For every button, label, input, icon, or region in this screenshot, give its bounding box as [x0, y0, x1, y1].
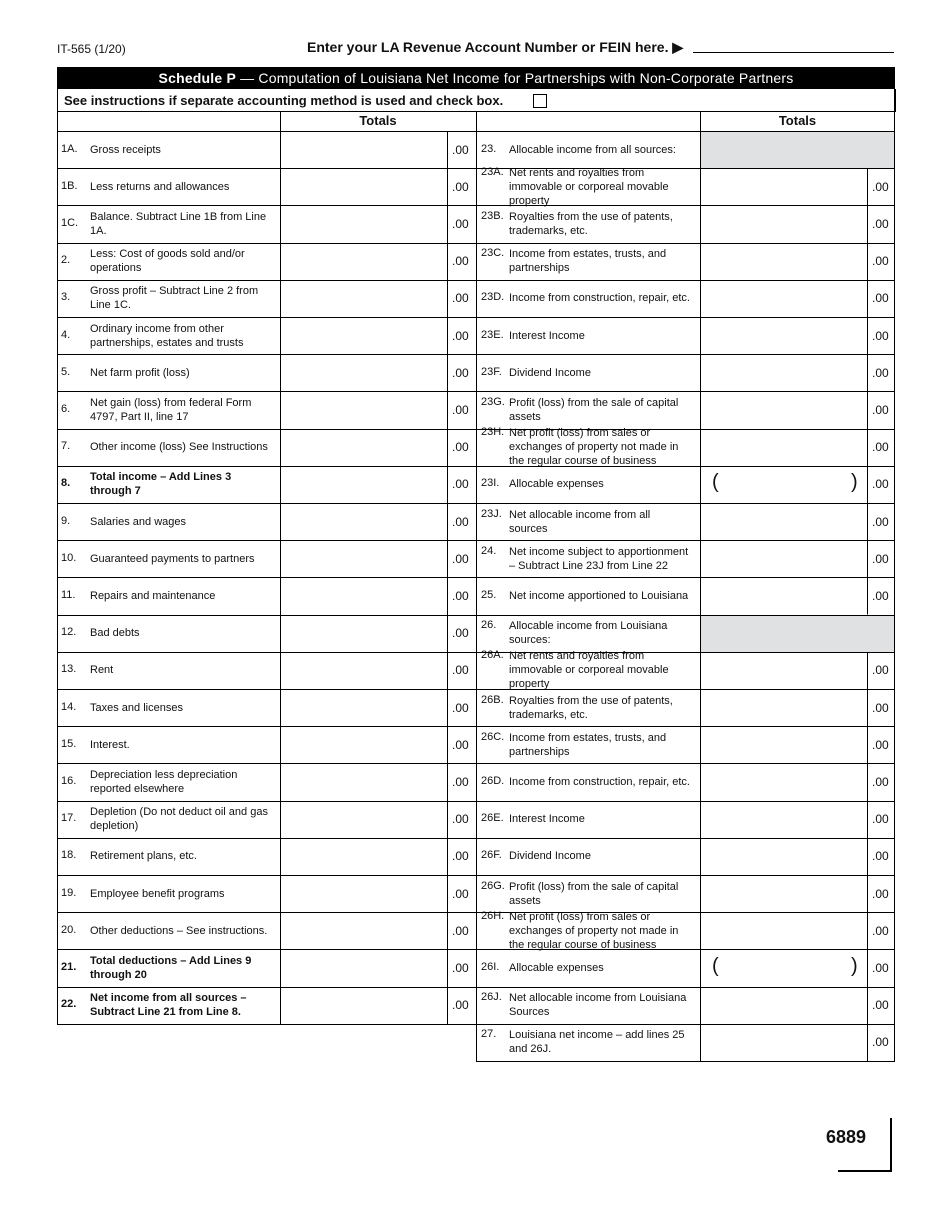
cents-label: .00: [872, 998, 889, 1013]
cents-label: .00: [872, 737, 889, 752]
amount-field[interactable]: [701, 467, 866, 502]
line-description: Total deductions – Add Lines 9 through 20: [90, 955, 252, 981]
cents-label: .00: [872, 328, 889, 343]
line-description: Net profit (loss) from sales or exchanges of property not made in the regular course of business: [509, 910, 679, 951]
line-number: 6.: [61, 403, 71, 415]
line-description: Allocable income from Louisiana sources:: [509, 620, 668, 647]
line-number: 16.: [61, 775, 77, 787]
line-description: Net income apportioned to Louisiana: [509, 590, 689, 602]
line-number: 21.: [61, 961, 77, 973]
cents-label: .00: [452, 365, 469, 380]
line-number: 23F.: [481, 365, 502, 378]
line-number: 11.: [61, 589, 76, 601]
line-description: Net rents and royalties from immovable or corporeal movable property: [509, 650, 669, 691]
amount-field[interactable]: [281, 988, 446, 1023]
cents-label: .00: [872, 812, 889, 827]
line-description: Repairs and maintenance: [90, 590, 216, 602]
amount-field[interactable]: [701, 839, 866, 874]
line-description: Net income from all sources – Subtract Line 21 from Line 8.: [90, 992, 247, 1019]
amount-field[interactable]: [701, 690, 866, 725]
line-description: Retirement plans, etc.: [90, 850, 197, 863]
line-number: 2.: [61, 254, 71, 267]
amount-field[interactable]: [281, 876, 446, 911]
line-description: Dividend Income: [509, 850, 591, 863]
cents-label: .00: [872, 775, 889, 789]
line-description: Balance. Subtract Line 1B from Line 1A.: [90, 211, 267, 237]
right-totals-header: Totals: [778, 113, 817, 128]
line-description: Net profit (loss) from sales or exchanges of property not made in the regular course of business: [509, 427, 679, 468]
left-totals-header: Totals: [359, 113, 397, 128]
cents-label: .00: [872, 514, 889, 529]
amount-field[interactable]: [281, 950, 446, 985]
amount-field[interactable]: [281, 281, 446, 316]
line-number: 15.: [61, 737, 77, 750]
line-description: Ordinary income from other partnerships, estates and trusts: [90, 322, 244, 349]
cents-label: .00: [872, 477, 889, 492]
line-number: 18.: [61, 849, 77, 862]
cents-label: .00: [452, 589, 469, 603]
separate-accounting-instruction: See instructions if separate accounting method is used and check box.: [64, 93, 504, 108]
line-number: 26H.: [481, 909, 505, 922]
line-description: Royalties from the use of patents, trademarks, etc.: [509, 694, 673, 721]
line-description: Income from estates, trusts, and partnerships: [509, 731, 667, 758]
line-description: Royalties from the use of patents, trademarks, etc.: [509, 211, 673, 237]
cents-label: .00: [452, 737, 469, 752]
cents-label: .00: [452, 923, 469, 938]
line-number: 26E.: [481, 812, 504, 825]
cents-label: .00: [872, 551, 889, 566]
amount-field[interactable]: [701, 913, 866, 948]
amount-field[interactable]: [281, 802, 446, 837]
amount-field[interactable]: [701, 653, 866, 688]
line-number: 1C.: [61, 217, 79, 229]
schedule-name: Schedule P: [158, 70, 237, 86]
line-number: 25.: [481, 589, 497, 601]
amount-field[interactable]: [281, 690, 446, 725]
amount-field[interactable]: [701, 988, 866, 1023]
amount-field[interactable]: [701, 764, 866, 799]
line-number: 23E.: [481, 328, 504, 341]
cents-label: .00: [452, 626, 469, 641]
amount-field[interactable]: [701, 355, 866, 390]
line-description: Income from construction, repair, etc.: [509, 292, 690, 305]
cents-label: .00: [872, 365, 889, 380]
line-number: 17.: [61, 812, 77, 825]
amount-field[interactable]: [281, 318, 446, 353]
amount-field[interactable]: [701, 169, 866, 204]
cents-label: .00: [452, 775, 469, 789]
cents-label: .00: [452, 998, 469, 1013]
amount-field[interactable]: [281, 244, 446, 279]
line-number: 23D.: [481, 291, 505, 304]
cents-label: .00: [452, 849, 469, 864]
schedule-banner: [57, 67, 895, 89]
line-number: 20.: [61, 923, 77, 936]
amount-field[interactable]: [281, 392, 446, 427]
amount-field[interactable]: [281, 913, 446, 948]
cents-label: .00: [452, 328, 469, 343]
line-number: 26.: [481, 619, 497, 632]
cents-label: .00: [452, 291, 469, 306]
line-description: Interest.: [90, 738, 130, 751]
open-parenthesis: (: [712, 955, 719, 977]
amount-field[interactable]: [281, 206, 446, 241]
line-number: 27.: [481, 1028, 497, 1041]
line-description: Less returns and allowances: [90, 180, 230, 193]
line-number: 23B.: [481, 210, 504, 222]
cents-label: .00: [872, 403, 889, 417]
amount-field[interactable]: [281, 653, 446, 688]
line-number: 26J.: [481, 991, 502, 1004]
line-number: 23H.: [481, 426, 505, 439]
amount-field[interactable]: [701, 318, 866, 353]
line-number: 23.: [481, 142, 497, 155]
cents-label: .00: [872, 849, 889, 864]
line-description: Net farm profit (loss): [90, 366, 190, 379]
cents-label: .00: [452, 142, 469, 157]
line-description: Profit (loss) from the sale of capital assets: [509, 880, 679, 907]
line-number: 5.: [61, 365, 71, 378]
line-number: 26A.: [481, 649, 504, 662]
page-number: 6889: [826, 1127, 867, 1147]
line-number: 26C.: [481, 730, 505, 743]
line-number: 26I.: [481, 961, 500, 973]
amount-field[interactable]: [701, 281, 866, 316]
cents-label: .00: [452, 961, 469, 975]
amount-field[interactable]: [281, 578, 446, 613]
line-number: 19.: [61, 886, 77, 899]
cents-label: .00: [872, 589, 889, 603]
cents-label: .00: [872, 254, 889, 269]
form-id: IT-565 (1/20): [57, 42, 126, 56]
amount-field[interactable]: [281, 355, 446, 390]
separate-accounting-row: [57, 89, 896, 112]
line-description: Louisiana net income – add lines 25 and 26J.: [509, 1029, 685, 1056]
line-number: 1B.: [61, 179, 78, 192]
line-number: 13.: [61, 663, 77, 676]
cents-label: .00: [452, 812, 469, 827]
line-description: Interest Income: [509, 329, 585, 342]
line-description: Income from construction, repair, etc.: [509, 776, 690, 788]
line-description: Profit (loss) from the sale of capital assets: [509, 397, 679, 423]
cents-label: .00: [452, 440, 469, 455]
account-number-field[interactable]: [693, 52, 894, 53]
close-parenthesis: ): [851, 471, 858, 494]
separate-accounting-checkbox[interactable]: [533, 94, 547, 108]
amount-field[interactable]: [281, 616, 446, 651]
line-description: Allocable expenses: [509, 962, 604, 974]
cents-label: .00: [872, 440, 889, 455]
line-number: 10.: [61, 551, 77, 564]
line-number: 22.: [61, 998, 77, 1011]
amount-field[interactable]: [701, 541, 866, 576]
cents-label: .00: [452, 217, 469, 231]
line-description: Taxes and licenses: [90, 701, 183, 714]
amount-field[interactable]: [281, 169, 446, 204]
line-description: Net allocable income from Louisiana Sources: [509, 992, 687, 1019]
amount-field[interactable]: [701, 578, 866, 613]
schedule-title: — Computation of Louisiana Net Income for Partnerships with Non-Corporate Partners: [236, 70, 794, 86]
line-number: 7.: [61, 440, 71, 453]
amount-field[interactable]: [701, 950, 866, 985]
line-number: 23G.: [481, 396, 505, 408]
cents-label: .00: [872, 217, 889, 231]
cents-label: .00: [452, 551, 469, 566]
open-parenthesis: (: [712, 471, 719, 494]
line-description: Other deductions – See instructions.: [90, 924, 268, 937]
amount-field[interactable]: [281, 504, 446, 539]
line-description: Dividend Income: [509, 366, 591, 379]
cents-label: .00: [452, 514, 469, 529]
amount-field[interactable]: [701, 727, 866, 762]
line-description: Gross receipts: [90, 143, 161, 156]
line-number: 14.: [61, 700, 77, 713]
line-description: Net gain (loss) from federal Form 4797, Part II, line 17: [90, 397, 252, 423]
cents-label: .00: [452, 700, 469, 715]
amount-field[interactable]: [701, 1025, 866, 1060]
line-description: Gross profit – Subtract Line 2 from Line 1C.: [90, 285, 259, 312]
line-description: Less: Cost of goods sold and/or operations: [90, 248, 245, 275]
cents-label: .00: [452, 477, 469, 492]
amount-field[interactable]: [281, 764, 446, 799]
close-parenthesis: ): [851, 955, 858, 977]
amount-field[interactable]: [281, 541, 446, 576]
amount-field[interactable]: [281, 467, 446, 502]
line-description: Total income – Add Lines 3 through 7: [90, 471, 232, 498]
cents-label: .00: [452, 254, 469, 269]
corner-mark-horizontal: [838, 1170, 892, 1172]
line-description: Other income (loss) See Instructions: [90, 441, 268, 454]
amount-field[interactable]: [701, 802, 866, 837]
line-number: 8.: [61, 477, 71, 490]
cents-label: .00: [452, 403, 469, 417]
amount-field[interactable]: [701, 430, 866, 465]
line-number: 3.: [61, 291, 71, 304]
cents-label: .00: [872, 923, 889, 938]
line-number: 26F.: [481, 849, 502, 862]
amount-field[interactable]: [281, 132, 446, 167]
amount-field[interactable]: [701, 244, 866, 279]
line-number: 26G.: [481, 879, 505, 892]
amount-field[interactable]: [701, 876, 866, 911]
line-number: 23I.: [481, 477, 500, 490]
line-description: Rent: [90, 664, 114, 677]
line-description: Allocable income from all sources:: [509, 143, 676, 156]
line-number: 23C.: [481, 247, 505, 260]
line-number: 26D.: [481, 775, 505, 787]
line-description: Net income subject to apportionment – Subtract Line 23J from Line 22: [509, 545, 689, 572]
line-number: 23J.: [481, 507, 502, 520]
amount-field[interactable]: [281, 727, 446, 762]
line-description: Net rents and royalties from immovable or corporeal movable property: [509, 166, 669, 207]
amount-field[interactable]: [281, 839, 446, 874]
cents-label: .00: [872, 886, 889, 901]
line-number: 24.: [481, 544, 497, 557]
line-description: Guaranteed payments to partners: [90, 552, 255, 565]
line-number: 1A.: [61, 142, 78, 155]
account-number-prompt: Enter your LA Revenue Account Number or FEIN here. ▶: [307, 39, 684, 55]
line-description: Depletion (Do not deduct oil and gas depletion): [90, 806, 268, 833]
amount-field[interactable]: [701, 392, 866, 427]
line-description: Interest Income: [509, 813, 585, 826]
cents-label: .00: [452, 179, 469, 194]
cents-label: .00: [872, 1035, 889, 1050]
line-description: Allocable expenses: [509, 478, 604, 491]
line-number: 26B.: [481, 693, 504, 706]
amount-field[interactable]: [701, 504, 866, 539]
line-description: Depreciation less depreciation reported elsewhere: [90, 769, 238, 795]
line-description: Salaries and wages: [90, 515, 187, 528]
line-description: Employee benefit programs: [90, 887, 225, 900]
line-number: 4.: [61, 328, 71, 341]
cents-label: .00: [872, 291, 889, 306]
line-number: 12.: [61, 626, 77, 639]
amount-field[interactable]: [701, 206, 866, 241]
amount-field[interactable]: [281, 430, 446, 465]
line-description: Net allocable income from all sources: [509, 508, 651, 535]
cents-label: .00: [872, 700, 889, 715]
shaded-area: [701, 616, 895, 652]
line-description: Income from estates, trusts, and partnerships: [509, 248, 667, 275]
corner-mark-vertical: [890, 1118, 892, 1172]
shaded-area: [701, 132, 895, 168]
cents-label: .00: [452, 886, 469, 901]
line-number: 23A.: [481, 165, 504, 178]
cents-label: .00: [872, 663, 889, 678]
line-description: Bad debts: [90, 627, 140, 640]
cents-label: .00: [872, 179, 889, 194]
line-number: 9.: [61, 514, 71, 527]
cents-label: .00: [872, 961, 889, 975]
cents-label: .00: [452, 663, 469, 678]
